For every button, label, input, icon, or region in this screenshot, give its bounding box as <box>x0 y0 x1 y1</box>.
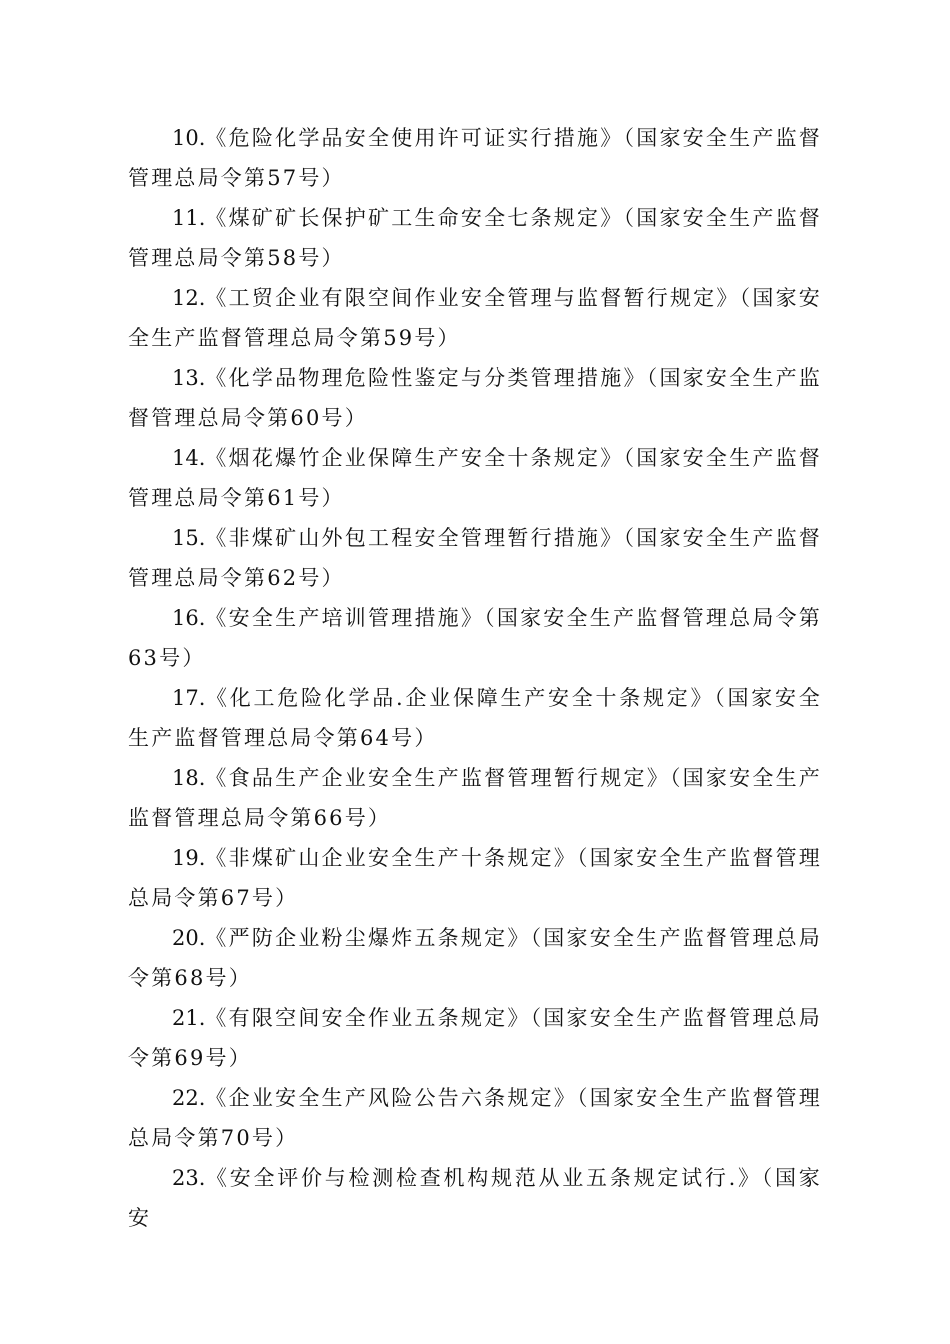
item-number: 15. <box>172 526 206 550</box>
list-item <box>128 518 822 598</box>
list-item <box>128 438 822 518</box>
item-text: 《非煤矿山外包工程安全管理暂行措施》（国家安全生产监督管理总局令第62号） <box>128 526 822 590</box>
item-number: 11. <box>172 206 206 230</box>
item-text: 《危险化学品安全使用许可证实行措施》（国家安全生产监督管理总局令第57号） <box>128 126 822 190</box>
item-text: 《非煤矿山企业安全生产十条规定》（国家安全生产监督管理总局令第67号） <box>128 846 822 910</box>
list-item <box>128 598 822 678</box>
list-item <box>128 678 822 758</box>
list-item <box>128 1158 822 1238</box>
item-number: 20. <box>172 926 206 950</box>
item-text: 《煤矿矿长保护矿工生命安全七条规定》（国家安全生产监督管理总局令第58号） <box>128 206 822 270</box>
list-item <box>128 1078 822 1158</box>
item-text: 《烟花爆竹企业保障生产安全十条规定》（国家安全生产监督管理总局令第61号） <box>128 446 822 510</box>
item-text: 《安全生产培训管理措施》（国家安全生产监督管理总局令第63号） <box>128 606 822 670</box>
list-item <box>128 758 822 838</box>
item-text: 《有限空间安全作业五条规定》（国家安全生产监督管理总局令第69号） <box>128 1006 822 1070</box>
item-number: 19. <box>172 846 206 870</box>
item-number: 18. <box>172 766 206 790</box>
document-page <box>128 118 822 1238</box>
item-text: 《化学品物理危险性鉴定与分类管理措施》（国家安全生产监督管理总局令第60号） <box>128 366 822 430</box>
item-text: 《安全评价与检测检查机构规范从业五条规定试行.》（国家安 <box>128 1166 822 1230</box>
item-number: 23. <box>172 1166 206 1190</box>
list-item <box>128 358 822 438</box>
item-number: 17. <box>172 686 206 710</box>
item-text: 《化工危险化学品.企业保障生产安全十条规定》（国家安全生产监督管理总局令第64号） <box>128 686 822 750</box>
item-number: 13. <box>172 366 206 390</box>
item-number: 10. <box>172 126 206 150</box>
item-text: 《严防企业粉尘爆炸五条规定》（国家安全生产监督管理总局令第68号） <box>128 926 822 990</box>
list-item <box>128 278 822 358</box>
item-number: 16. <box>172 606 206 630</box>
list-item <box>128 918 822 998</box>
list-item <box>128 198 822 278</box>
item-text: 《食品生产企业安全生产监督管理暂行规定》（国家安全生产监督管理总局令第66号） <box>128 766 822 830</box>
list-item <box>128 838 822 918</box>
list-item <box>128 998 822 1078</box>
item-number: 14. <box>172 446 206 470</box>
item-text: 《企业安全生产风险公告六条规定》（国家安全生产监督管理总局令第70号） <box>128 1086 822 1150</box>
list-item <box>128 118 822 198</box>
item-text: 《工贸企业有限空间作业安全管理与监督暂行规定》（国家安全生产监督管理总局令第59号） <box>128 286 822 350</box>
item-number: 21. <box>172 1006 206 1030</box>
item-number: 22. <box>172 1086 206 1110</box>
item-number: 12. <box>172 286 206 310</box>
